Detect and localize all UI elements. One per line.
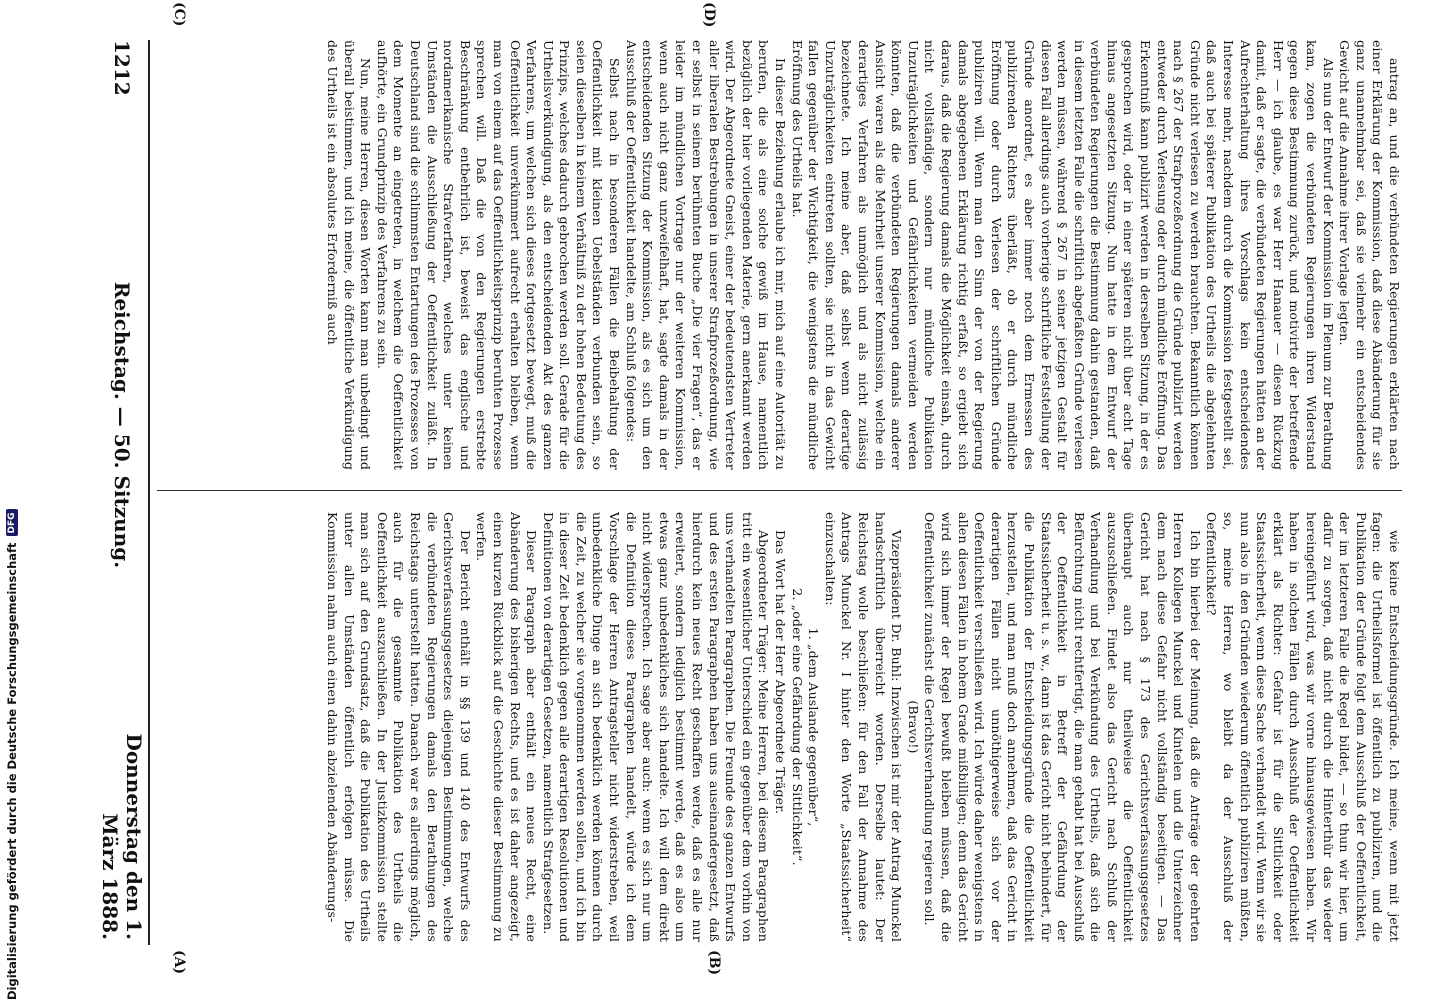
paragraph: (Bravo!)	[905, 700, 921, 754]
header-rule	[148, 40, 150, 945]
paragraph: In dieser Beziehung erlaube ich mir, mich auf eine Autorität zu berufen, die als eine solche gewiß im Hause, namentlich bezüglich der hier vorliegenden Materie, gern anerkannt werden wird. Der Abgeordnete Gneist, einer der bedeutendsten Vertreter aller liberalen Bestrebungen in unserer Strafprozeßordnung, wie er selbst in seinem berühmten Buche „Die vier Fragen“, das er leider im mündlichen Vortrage nur der weiteren Kommission, wenn auch nicht ganz unzweifelhaft, hat, sagte damals in der entscheidenden Sitzung der Kommission, als es sich um den Ausschluß der Oeffentlichkeit handelte, am Schluß folgendes:	[623, 40, 789, 470]
page-title: Reichstag. — 50. Sitzung.	[110, 281, 134, 569]
page-date: Donnerstag den 1. März 1888.	[98, 733, 146, 940]
paragraph: Dieser Paragraph aber enthält ein neues Recht, eine Abänderung des bisherigen Rechts, und es ist daher angezeigt, einen kurzen Rückblick auf die Geschichte dieser Bestimmung zu werfen.	[474, 512, 540, 942]
paragraph: Abgeordneter Träger: Meine Herren, bei diesem Paragraphen tritt ein wesentlicher Unterschied ein gegenüber dem vorhin von uns verhandelten Paragraphen. Die Freunde des ganzen Entwurfs und des ersten Paragraphen haben uns auseinandergesetzt, daß hierdurch kein neues Recht geschaffen werde, daß es alle nur erweitert, sondern lediglich bestimmt werde, daß es also um etwas ganz unbedenkliches sich handelte. Ich will dem direkt nicht widersprechen. Ich sage aber auch: wenn es sich nur um die Definition dieses Paragraphen handelt, würde ich dem Vorschlage der Herren Antragsteller nicht widerstreben, weil unbedenkliche Dinge an sich bedenklich werden können durch die Zeit, zu welcher sie vorgenommen werden sollen, und ich bin in dieser Zeit bedenklich gegen alle derartigen Resolutionen und Definitionen von derartigen Gesetzen, namentlich Strafgesetzen.	[540, 512, 772, 942]
paragraph: wie keine Entscheidungsgründe. Ich meine, wenn mit jetzt fagen: die Urtheilsformel ist öffentlich zu publiziren, und die Publikation der Gründe folgt dem Ausschluß der Oeffentlichkeit, der im letzteren Falle die Regel bildet, — so thun wir hier, um dafür zu sorgen, daß nicht durch die Hinterthür das wieder hereingeführt wird, was wir vorne hinausgewiesen haben. Wir haben in solchen Fällen durch Ausschluß der Oeffentlichkeit erklärt als Richter: Gefahr ist für die Sittlichkeit oder Staatssicherheit, wenn diese Sache verhandelt wird. Wenn wir sie nun also in den Gründen wiederum öffentlich publiziren müßten, so, meine Herren, wo bleibt da der Ausschluß der Oeffentlichkeit?	[1204, 512, 1402, 942]
margin-letter-a: (A)	[171, 950, 187, 975]
page-header	[98, 40, 146, 940]
paragraph: Vizepräsident Dr. Buhl: Inzwischen ist mir der Antrag Munckel handschriftlich überreicht worden. Derselbe lautet: Der Reichstag wolle beschließen: für den Fall der Annahme des Antrags Munckel Nr. I hinter den Worte „Staatssicherheit“ einzuschalten:	[822, 512, 905, 942]
paragraph: Nun, meine Herren, diesen Worten kann man unbedingt und überall beistimmen, und ich meine, die öffentliche Verkündigung des Urtheils ist ein absolutes Erforderniß auch	[325, 40, 374, 470]
paragraph: Selbst nach in besonderen Fällen die Beibehaltung der Oeffentlichkeit mit kleinen Uebelständen verbunden sein, so seien dieselben in keinem Verhältniß zu der hohen Bedeutung des Prinzips, welches dadurch gebrochen werden soll. Gerade für die Urtheilsverkündigung, als den entscheidenden Akt des ganzen Verfahrens, um welchen sich dieses fortgesetzt bewegt, muß die Oeffentlichkeit unverkümmert aufrecht erhalten bleiben, wenn man von einem auf das Oeffentlichkeitsprinzip beruhten Prozesse sprechen will. Daß die von den Regierungen erstrebte Beschränkung entbehrlich ist, beweist das englische und nordamerikanische Strafverfahren, welches unter keinen Umständen die Ausschließung der Oeffentlichkeit zuläßt. In Deutschland sind die schlimmsten Entartungen des Prozesses von dem Momente an eingetreten, in welchem die Oeffentlichkeit aufhörte, ein Grundprinzip des Verfahrens zu sein.	[374, 40, 623, 470]
text-column-left	[157, 512, 1402, 942]
margin-letter-b: (B)	[706, 950, 722, 976]
text-column-right	[157, 40, 1402, 470]
paragraph: Als nun der Entwurf der Kommission im Plenum zur Berathung kam, zogen die verbündeten Regierungen ihren Widerstand gegen diese Bestimmung zurück, und motivirte der betreffende Herr — ich glaube, es war Herr Hanauer — diesen Rückzug damit, daß er sagte, die verbündeten Regierungen hätten an der Aufrechterhaltung ihres Vorschlags kein entscheidendes Interesse mehr, nachdem durch die Kommission festgestellt sei, daß auch bei späterer Publikation des Urtheils die abgelehnten Gründe nicht verlesen zu werden brauchten. Bekanntlich können nach § 267 der Strafprozeßordnung die Gründe publizirt werden entweder durch Verlesung oder durch mündliche Eröffnung. Das Erkenntniß kann publizirt werden in derselben Sitzung, in der es gesprochen wird, oder in einer späteren nicht über acht Tage hinaus angesetzten Sitzung. Nun hatte in dem Entwurf der verbündeten Regierungen die Bestimmung dahin gestanden, daß in diesem letzten Falle die schriftlich abgefaßten Gründe verlesen werden müssen, während § 267 in seiner jetzigen Gestalt für diesen Fall allerdings auch vorherige schriftliche Feststellung der Gründe anordnet, es aber immer noch dem Ermessen des publizirenden Richters überläßt, ob er durch mündliche Eröffnung oder durch Verlesen der schriftlichen Gründe publiziren will. Wenn man den Sinn der von der Regierung damals abgegebenen Erklärung richtig erfaßt, so ergiebt sich daraus, daß die Regierung damals die Möglichkeit einsah, durch nicht vollständige, sondern nur mündliche Publikation Unzuträglichkeiten und Gefährlichkeiten vermeiden werden könnten, daß die verbündeten Regierungen damals anderer Ansicht waren als die Mehrheit unserer Kommission, welche ein derartiges Verfahren als unmöglich und als nicht zulässig bezeichnete. Ich meine aber, daß selbst wenn derartige Unzuträglichkeiten eintreten sollten, sie nicht in das Gewicht fallen gegenüber der Wichtigkeit, die wenigstens die mündliche Eröffnung des Urtheils hat.	[789, 40, 1336, 470]
paragraph: Der Bericht enthält in §§ 139 und 140 des Entwurfs des Gerichtsverfassungsgesetzes diejenigen Bestimmungen, welche die verbündeten Regierungen damals den Berathungen des Reichstags unterstellt hatten. Danach war es allerdings möglich, auch für die gesammte Publikation des Urtheils die Oeffentlichkeit auszuschließen. In der Justizkommission stellte man sich auf den Grundsatz, daß die Publikation des Urtheils unter allen Umständen öffentlich erfolgen müsse. Die Kommission nahm auch einen dahin abzielenden Abänderungs-	[325, 512, 473, 942]
margin-letter-c: (C)	[171, 2, 187, 27]
paragraph: Ich bin hierbei der Meinung, daß die Anträge der geehrten Herren Kollegen Munckel und Kintelen und die Unterzeichner dem nach diese Gefahr nicht vollständig beseitigen. — Das Gericht hat nach § 173 des Gerichtsverfassungsgesetzes überhaupt auch nur theilweise die Oeffentlichkeit auszuschließen. Findet also das Gericht nach Schluß der Verhandlung und bei Verkündung des Urtheils, daß sich die Befürchtung nicht rechtfertigt, die man gehabt hat bei Ausschluß der Oeffentlichkeit in Betreff der Gefährdung der Staatssicherheit u. s. w., dann ist das Gericht nicht behindert, für die Publikation der Entscheidungsgründe die Oeffentlichkeit herzustellen, und man muß doch annehmen, daß das Gericht in derartigen Fällen nicht unnöthigerweise sich vor der Oeffentlichkeit verschließen wird. Ich würde daher wenigstens in allen diesen Fällen in hohem Grade mißbilligen; denn das Gericht wird sich immer der Regel bewußt bleiben müssen, daß die Oeffentlichkeit zunächst die Gerichtsverhandlung regieren soll.	[922, 512, 1203, 942]
column-divider	[157, 490, 1402, 491]
paragraph: antrag an, und die verbündeten Regierungen erklärten nach einer Erklärung der Kommission, daß diese Abänderung für sie ganz unannehmbar sei, daß sie vielmehr ein entscheidendes Gewicht auf die Annahme ihrer Vorlage legten.	[1337, 40, 1402, 470]
paragraph: Das Wort hat der Herr Abgeordnete Träger.	[773, 530, 789, 815]
digitization-note: Digitalisierung gefördert durch die Deutsche Forschungsgemeinschaft	[5, 542, 19, 1000]
dfg-logo: DFG	[6, 509, 18, 536]
paragraph: 1. „dem Auslande gegenüber“,	[806, 627, 822, 827]
page-number: 1212	[110, 40, 134, 96]
digitization-credit	[2, 0, 22, 1000]
margin-letter-d: (D)	[701, 2, 717, 28]
paragraph: 2. „oder eine Gefährdung der Sittlichkeit“.	[789, 588, 805, 866]
